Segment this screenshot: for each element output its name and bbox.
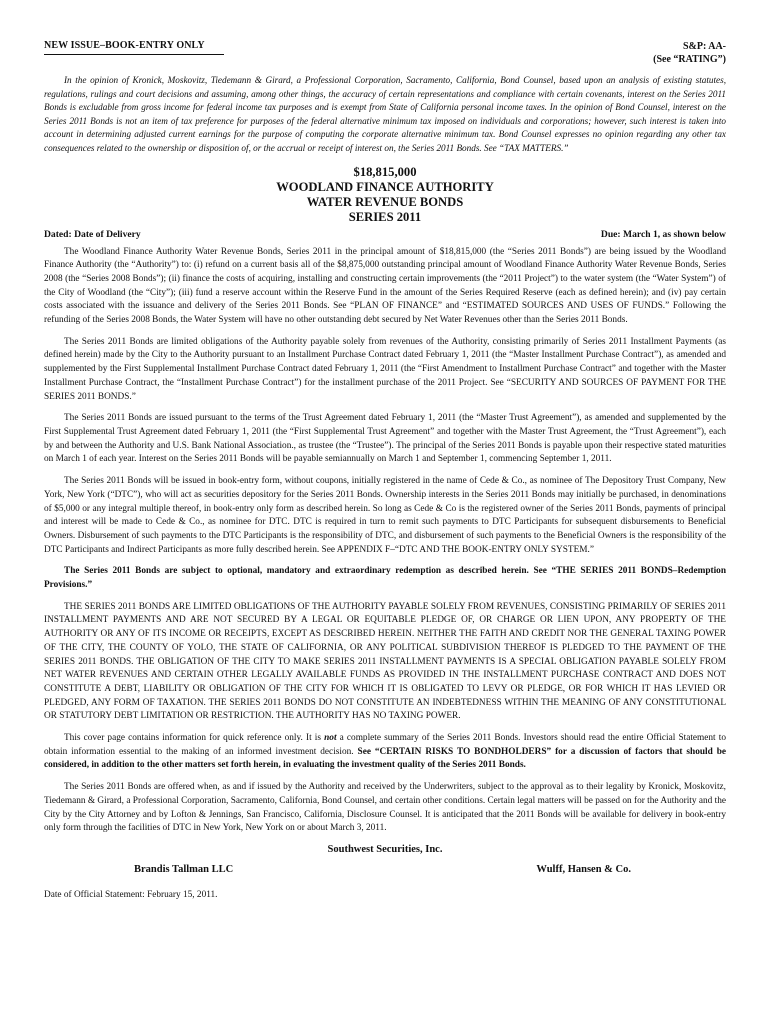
quick-reference-text-a: This cover page contains information for quick reference only. It is <box>64 733 325 744</box>
header <box>44 40 726 74</box>
issuer-name: WOODLAND FINANCE AUTHORITY <box>276 179 494 194</box>
redemption-paragraph: The Series 2011 Bonds are subject to optional, mandatory and extraordinary redemption as described herein. See “THE SERIES 2011 BONDS–Redemption Provisions.” <box>44 566 726 591</box>
security-paragraph: The Series 2011 Bonds are limited obligations of the Authority payable solely from revenues of the Authority, consisting primarily of Series 2011 Installment Payments (as defined herein) made by the City to the Authority pursuant to an Installment Purchase Contract dated February 1, 2011 (the “Master Installment Purchase Contract”), as amended and supplemented by the First Supplemental Installment Purchase Contract dated February 1, 2011 (the “First Amendment to Installment Purchase Contract” and together with the Master Installment Purchase Contract, the “Installment Purchase Contract”) for the installment purchase of the 2011 Project. See “SECURITY AND SOURCES OF PAYMENT FOR THE SERIES 2011 BONDS.” <box>44 336 726 402</box>
issue-block <box>44 40 224 55</box>
official-statement-cover <box>44 40 726 900</box>
due-date: Due: March 1, as shown below <box>600 228 726 240</box>
bond-title-block <box>44 165 726 225</box>
tax-opinion-paragraph: In the opinion of Kronick, Moskovitz, Tiedemann & Girard, a Professional Corporation, Sacramento, California, Bond Counsel, based upon an analysis of existing statutes, regulations, rulings and court decisions and assuming, among other things, the accuracy of certain representations and compliance with certain covenants, interest on the Series 2011 Bonds is excludable from gross income for federal income tax purposes and is exempt from State of California personal income taxes. In the opinion of Bond Counsel, interest on the Series 2011 Bonds is not an item of tax preference for purposes of the federal alternative minimum tax imposed on individuals and corporations; however, such interest is taken into account in determining adjusted current earnings for the purpose of computing the corporate alternative minimum tax. Bond Counsel expresses no opinion regarding any other tax consequences related to the ownership or disposition of, or the accrual or receipt of interest on, the Series 2011 Bonds. See “TAX MATTERS.” <box>44 75 726 153</box>
bond-series: SERIES 2011 <box>348 209 422 224</box>
quick-reference-emphasis: not <box>324 733 337 744</box>
purpose-paragraph: The Woodland Finance Authority Water Revenue Bonds, Series 2011 in the principal amount of $18,815,000 (the “Series 2011 Bonds”) are being issued by the Woodland Finance Authority (the “Authority”) to: (i) refund on a current basis all of the $8,875,000 outstanding principal amount of Woodland Finance Authority Water Revenue Bonds, Series 2008 (the “Series 2008 Bonds”); (ii) finance the costs of acquiring, installing and constructing certain improvements (the “2011 Project”) to the water system (the “Water System”) of the City of Woodland (the “City”); (iii) fund a reserve account within the Reserve Fund in the amount of the Series Required Reserve (each as defined herein); and (iv) pay certain costs associated with the issuance and delivery of the Series 2011 Bonds. See “PLAN OF FINANCE” and “ESTIMATED SOURCES AND USES OF FUNDS.” Following the refunding of the Series 2008 Bonds, the Water System will have no other outstanding debt secured by Net Water Revenues other than the Series 2011 Bonds. <box>44 246 726 326</box>
issue-type: NEW ISSUE–BOOK-ENTRY ONLY <box>44 40 205 51</box>
limited-obligation-paragraph: THE SERIES 2011 BONDS ARE LIMITED OBLIGATIONS OF THE AUTHORITY PAYABLE SOLELY FROM REVENUES, CONSISTING PRIMARILY OF SERIES 2011 INSTALLMENT PAYMENTS AND ARE NOT SECURED BY A LEGAL OR EQUITABLE PLEDGE OF, OR CHARGE OR LIEN UPON, ANY PROPERTY OF THE AUTHORITY OR ANY OF ITS INCOME OR RECEIPTS, EXCEPT AS DESCRIBED HEREIN. NEITHER THE FAITH AND CREDIT NOR THE GENERAL TAXING POWER OF THE CITY, THE COUNTY OF YOLO, THE STATE OF CALIFORNIA, OR ANY POLITICAL SUBDIVISION THEREOF IS PLEDGED TO THE PAYMENT OF THE SERIES 2011 BONDS. THE OBLIGATION OF THE CITY TO MAKE SERIES 2011 INSTALLMENT PAYMENTS IS A SPECIAL OBLIGATION PAYABLE SOLELY FROM NET WATER REVENUES AND CERTAIN OTHER LEGALLY AVAILABLE FUNDS AS PROVIDED IN THE INSTALLMENT PURCHASE CONTRACT AND DOES NOT CONSTITUTE A DEBT, LIABILITY OR OBLIGATION OF THE CITY FOR WHICH IT IS OBLIGATED TO LEVY OR PLEDGE, OR FOR WHICH IT HAS LEVIED OR PLEDGED, ANY FORM OF TAXATION. THE SERIES 2011 BONDS DO NOT CONSTITUTE AN INDEBTEDNESS WITHIN THE MEANING OF ANY CONSTITUTIONAL OR STATUTORY DEBT LIMITATION OR RESTRICTION. THE AUTHORITY HAS NO TAXING POWER. <box>44 601 726 722</box>
dated-date: Dated: Date of Delivery <box>44 228 141 240</box>
principal-amount: $18,815,000 <box>353 164 417 179</box>
trust-agreement-paragraph: The Series 2011 Bonds are issued pursuant to the terms of the Trust Agreement dated February 1, 2011 (the “Master Trust Agreement”), as amended and supplemented by the First Supplemental Trust Agreement dated February 1, 2011 (the “First Supplemental Trust Agreement” and together with the Master Trust Agreement, the “Trust Agreement”), each by and between the Authority and U.S. Bank National Association., as trustee (the “Trustee”). The principal of the Series 2011 Bonds is payable upon their respective stated maturities on March 1 of each year. Interest on the Series 2011 Bonds will be payable semiannually on March 1 and September 1, commencing September 1, 2011. <box>44 413 726 465</box>
quick-reference-paragraph <box>44 732 726 773</box>
underwriters-block <box>44 844 726 886</box>
book-entry-paragraph: The Series 2011 Bonds will be issued in book-entry form, without coupons, initially registered in the name of Cede & Co., as nominee of The Depository Trust Company, New York, New York (“DTC”), who will act as securities depository for the Series 2011 Bonds. Ownership interests in the Series 2011 Bonds may initially be purchased, in denominations of $5,000 or any integral multiple thereof, in book-entry only form as described herein. So long as Cede & Co is the registered owner of the Series 2011 Bonds, payments of principal and interest will be made to Cede & Co., as nominee for DTC. DTC is required in turn to remit such payments to DTC Participants for subsequent disbursements to Beneficial Owners. Disbursement of such payments to the DTC Participants is the responsibility of DTC, and disbursement of such payments to the Beneficial Owners is the responsibility of the DTC Participants and Indirect Participants as more fully described herein. See APPENDIX F–“DTC AND THE BOOK-ENTRY ONLY SYSTEM.” <box>44 476 726 555</box>
bond-type: WATER REVENUE BONDS <box>306 194 464 209</box>
quick-reference-text-b: a complete summary of the Series 2011 Bonds. Investors should read the entire Official Statement to obtain information essential to the making of an informed investment decision. <box>44 733 726 757</box>
co-underwriter-left: Brandis Tallman LLC <box>134 863 234 875</box>
rating-reference: (See “RATING”) <box>653 54 726 65</box>
offering-paragraph: The Series 2011 Bonds are offered when, as and if issued by the Authority and received by the Underwriters, subject to the approval as to their legality by Kronick, Moskovitz, Tiedemann & Girard, a Professional Corporation, Sacramento, California, Bond Counsel, and certain other conditions. Certain legal matters will be passed on for the Authority and the City by the City Attorney and by Lofton & Jennings, San Francisco, California, Disclosure Counsel. It is anticipated that the 2011 Bonds will be available for delivery in book-entry only form through the facilities of DTC in New York, New York on or about March 3, 2011. <box>44 782 726 834</box>
rating-value: S&P: AA- <box>682 41 726 52</box>
rating-block <box>653 40 726 66</box>
lead-underwriter: Southwest Securities, Inc. <box>327 843 443 855</box>
official-statement-date: Date of Official Statement: February 15, 2011. <box>44 889 218 900</box>
risk-factors-notice: See “CERTAIN RISKS TO BONDHOLDERS” for a discussion of factors that should be considered, in addition to the other matters set forth herein, in evaluating the investment quality of the Series 2011 Bonds. <box>44 746 726 771</box>
issue-underline <box>44 51 224 55</box>
co-underwriter-right: Wulff, Hansen & Co. <box>536 863 631 875</box>
dates-row <box>44 229 726 240</box>
